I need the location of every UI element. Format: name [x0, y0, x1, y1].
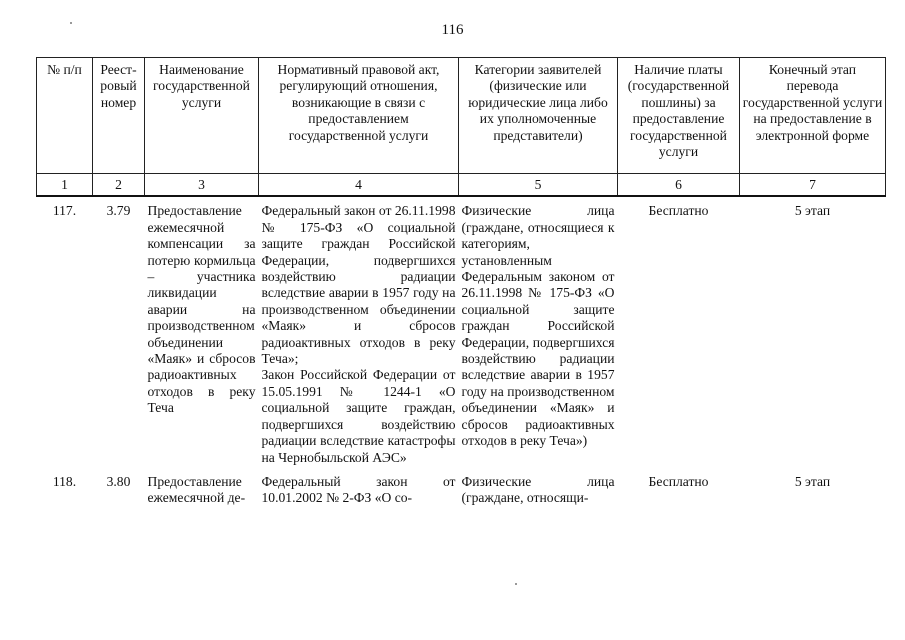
fee: Бесплатно — [648, 473, 709, 489]
final-stage: 5 этап — [794, 203, 831, 219]
row-number: 117. — [52, 203, 77, 219]
column-number: 1 — [37, 174, 93, 197]
column-number: 5 — [459, 174, 618, 197]
header-row — [37, 58, 886, 174]
column-number: 3 — [145, 174, 259, 197]
header-cell-applicant-category: Категории заявителей (физические или юридические лица либо их уполномоченные представители) — [459, 58, 618, 174]
registry-number: 3.80 — [106, 473, 131, 489]
fee: Бесплатно — [648, 203, 709, 219]
header-cell-final-stage: Конечный этап перевода государственной услуги на предоставление в электронной форме — [740, 58, 886, 174]
header-cell-legal-act: Нормативный правовой акт, регулирующий отношения, возникающие в связи с предоставлением государственной услуги — [259, 58, 459, 174]
scan-speck — [515, 583, 517, 585]
page-number: 116 — [441, 22, 464, 38]
table-row — [37, 196, 886, 468]
header-cell-registry-number: Реест-ровый номер — [93, 58, 145, 174]
scan-speck — [70, 22, 72, 24]
services-registry-table — [36, 57, 886, 509]
service-name: Предоставление ежемесячной де- — [147, 473, 246, 506]
registry-number: 3.79 — [106, 203, 131, 219]
column-number: 6 — [618, 174, 740, 197]
final-stage: 5 этап — [794, 473, 831, 489]
legal-act: Закон Российской Федерации от 15.05.1991 № 1244-1 «О социальной защите граждан, подвергшихся воздействию радиации вследствие катастрофы на Чернобыльской АЭС» — [261, 367, 456, 465]
row-number: 118. — [52, 473, 77, 489]
column-number-row — [37, 174, 886, 197]
column-number: 7 — [740, 174, 886, 197]
header-cell-fee: Наличие платы (государственной пошлины) за предоставление государственной услуги — [618, 58, 740, 174]
applicant-category: Физические лица (граждане, относящи- — [461, 473, 615, 506]
header-cell-number: № п/п — [37, 58, 93, 174]
applicant-category: Физические лица (граждане, относящиеся к категориям, установленным Федеральным законом от 26.11.1998 № 175-ФЗ «О социальной защите граждан Российской Федерации, подвергшихся воздействию радиации вследствие аварии в 1957 году на производственном объединении «Маяк» и сбросов радиоактивных отходов в реку Теча») — [461, 203, 615, 449]
legal-act: Федеральный закон от 26.11.1998 № 175-ФЗ «О социальной защите граждан Российской Федерации, подвергшихся воздействию радиации вследствие аварии в 1957 году на производственном объединении «Маяк» и сбросов радиоактивных отходов в реку Теча»; — [261, 203, 456, 367]
table-row — [37, 468, 886, 509]
header-cell-service-name: Наименование государственной услуги — [145, 58, 259, 174]
column-number: 2 — [93, 174, 145, 197]
column-number: 4 — [259, 174, 459, 197]
service-name: Предоставление ежемесячной компенсации за потерю кормильца – участника ликвидации аварии на производственном объединении «Маяк» и сбросов радиоактивных отходов в реку Теча — [147, 203, 256, 416]
legal-act: Федеральный закон от 10.01.2002 № 2-ФЗ «О со- — [261, 473, 456, 506]
legal-act-cell — [259, 196, 459, 468]
